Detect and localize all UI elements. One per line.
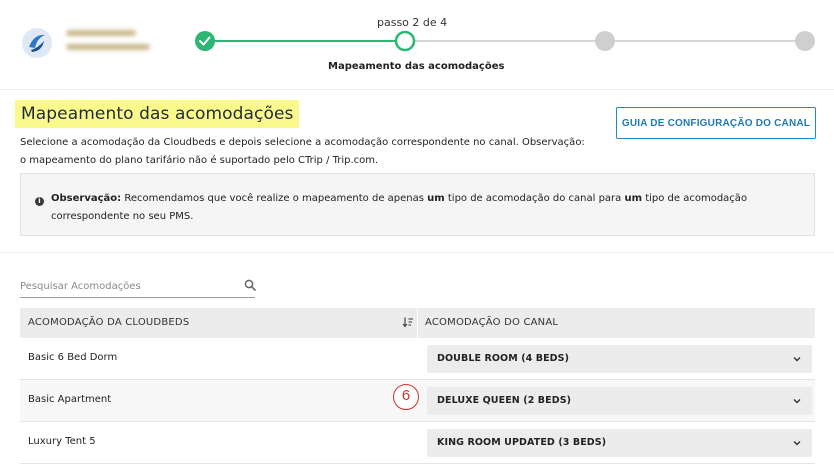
channel-setup-guide-button[interactable]: GUIA DE CONFIGURAÇÃO DO CANAL bbox=[616, 107, 816, 139]
stepper-caption: passo 2 de 4 bbox=[377, 16, 448, 29]
channel-room-select[interactable] bbox=[427, 345, 812, 373]
search-input[interactable] bbox=[20, 276, 235, 296]
table-row bbox=[20, 338, 815, 380]
note-text: Observação: Recomendamos que você realize o mapeamento de apenas um tipo de acomodação do canal para um tipo de acomodação correspondente no seu PMS. bbox=[51, 193, 748, 222]
step-3-pending bbox=[595, 31, 615, 51]
column-header-channel-room: ACOMODAÇÃO DO CANAL bbox=[425, 317, 559, 328]
section-divider bbox=[0, 252, 834, 253]
note-box bbox=[20, 173, 815, 236]
table-header bbox=[20, 308, 815, 338]
chevron-down-icon bbox=[792, 438, 802, 448]
chevron-down-icon bbox=[792, 354, 802, 364]
channel-room-selected-value: KING ROOM UPDATED (3 BEDS) bbox=[437, 437, 607, 448]
channel-room-selected-value: DOUBLE ROOM (4 BEDS) bbox=[437, 353, 570, 364]
note-prefix: Observação: bbox=[51, 193, 122, 204]
column-separator bbox=[417, 308, 418, 338]
stepper-current-label: Mapeamento das acomodações bbox=[328, 61, 505, 72]
step-callout-badge: 6 bbox=[393, 384, 419, 410]
header bbox=[0, 0, 834, 90]
page-description: Selecione a acomodação da Cloudbeds e depois selecione a acomodação correspondente no canal. Observação: o mapeamento do plano tarifário não é suportado pelo CTrip / Trip.com. bbox=[20, 137, 585, 166]
cloudbeds-room-name: Basic Apartment bbox=[28, 394, 112, 405]
cloudbeds-room-name: Basic 6 Bed Dorm bbox=[28, 352, 118, 363]
cloudbeds-room-name: Luxury Tent 5 bbox=[28, 436, 96, 447]
table-row bbox=[20, 422, 815, 464]
sort-icon[interactable] bbox=[402, 316, 414, 328]
channel-room-select[interactable] bbox=[427, 387, 812, 415]
search-icon[interactable] bbox=[244, 279, 256, 291]
search-field bbox=[20, 276, 255, 298]
column-header-cloudbeds-room: ACOMODAÇÃO DA CLOUDBEDS bbox=[28, 317, 190, 328]
channel-room-selected-value: DELUXE QUEEN (2 BEDS) bbox=[437, 395, 572, 406]
step-4-pending bbox=[795, 31, 815, 51]
progress-stepper bbox=[0, 0, 834, 90]
step-1-complete bbox=[195, 31, 215, 51]
chevron-down-icon bbox=[792, 396, 802, 406]
page-title: Mapeamento das acomodações bbox=[21, 104, 294, 124]
step-2-current bbox=[396, 32, 414, 50]
page-title-highlight bbox=[15, 100, 299, 128]
channel-room-select[interactable] bbox=[427, 429, 812, 457]
info-icon: i bbox=[35, 197, 44, 206]
